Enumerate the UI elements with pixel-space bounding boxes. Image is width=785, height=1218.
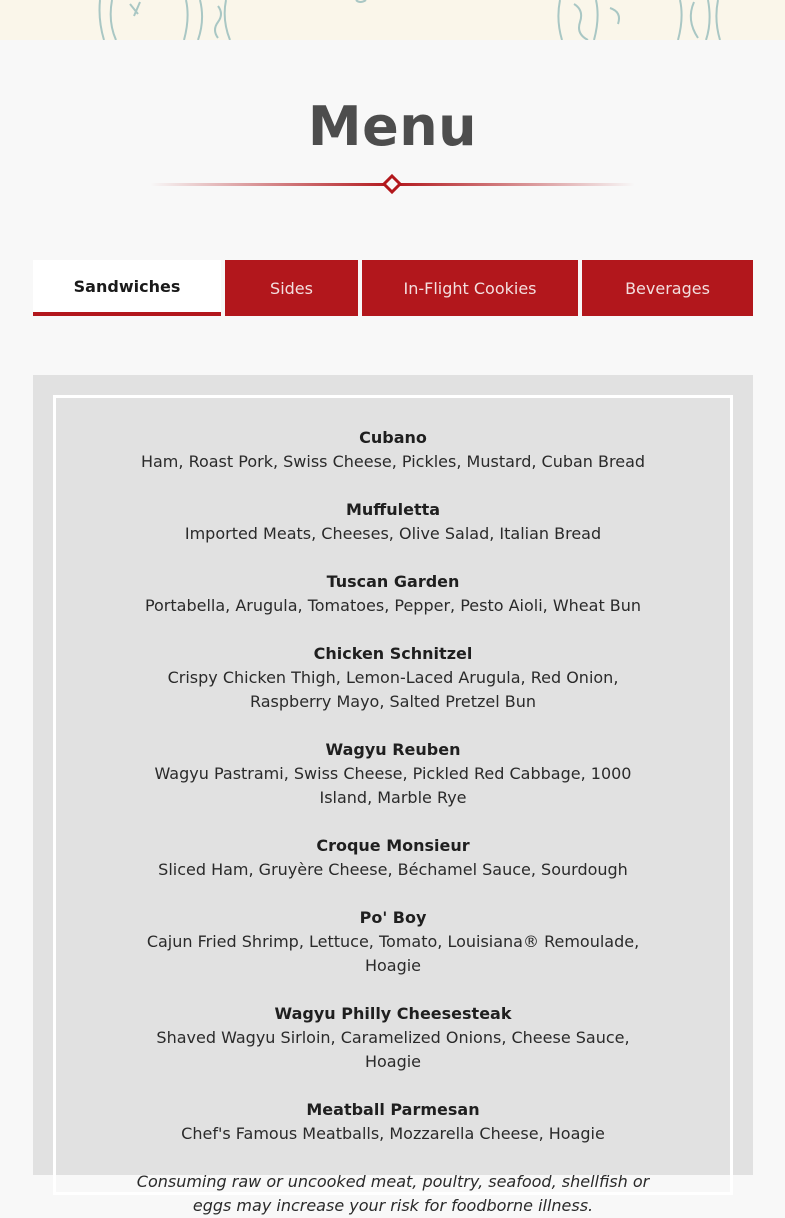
menu-item-list: [56, 426, 730, 1218]
menu-item-description: Crispy Chicken Thigh, Lemon-Laced Arugula, Red Onion, Raspberry Mayo, Salted Pretzel Bun: [167, 668, 619, 711]
menu-item: [133, 834, 653, 882]
menu-item-name: Muffuletta: [345, 500, 441, 519]
menu-item: [133, 570, 653, 618]
menu-item: [133, 906, 653, 978]
menu-item-name: Cubano: [359, 428, 427, 447]
menu-item: [133, 1098, 653, 1146]
menu-item-description: Chef's Famous Meatballs, Mozzarella Cheese, Hoagie: [181, 1124, 605, 1143]
menu-item-name: Wagyu Reuben: [325, 740, 461, 759]
menu-item: [133, 426, 653, 474]
menu-item-description: Wagyu Pastrami, Swiss Cheese, Pickled Red Cabbage, 1000 Island, Marble Rye: [154, 764, 632, 807]
menu-item-description: Ham, Roast Pork, Swiss Cheese, Pickles, Mustard, Cuban Bread: [140, 452, 646, 471]
menu-item-name: Chicken Schnitzel: [313, 644, 473, 663]
menu-tabs: [33, 260, 753, 316]
menu-item-name: Wagyu Philly Cheesesteak: [274, 1004, 512, 1023]
menu-item-description: Portabella, Arugula, Tomatoes, Pepper, Pesto Aioli, Wheat Bun: [144, 596, 642, 615]
header-banner: [0, 0, 785, 40]
tab-sandwiches[interactable]: Sandwiches: [33, 260, 221, 316]
menu-item-name: Po' Boy: [359, 908, 427, 927]
title-divider: [150, 174, 635, 194]
menu-item: [133, 738, 653, 810]
menu-item-description: Imported Meats, Cheeses, Olive Salad, Italian Bread: [184, 524, 602, 543]
decorative-pattern: [0, 0, 785, 40]
menu-item-name: Tuscan Garden: [326, 572, 460, 591]
menu-item-description: Cajun Fried Shrimp, Lettuce, Tomato, Louisiana® Remoulade, Hoagie: [146, 932, 640, 975]
tab-sides[interactable]: Sides: [225, 260, 358, 316]
menu-item-description: Sliced Ham, Gruyère Cheese, Béchamel Sauce, Sourdough: [158, 860, 628, 879]
menu-item-name: Meatball Parmesan: [306, 1100, 480, 1119]
menu-item-name: Croque Monsieur: [316, 836, 470, 855]
tab-beverages[interactable]: Beverages: [582, 260, 753, 316]
page-title: Menu: [307, 95, 478, 158]
menu-item: [133, 498, 653, 546]
menu-item-description: Shaved Wagyu Sirloin, Caramelized Onions, Cheese Sauce, Hoagie: [156, 1028, 630, 1071]
food-safety-disclaimer: Consuming raw or uncooked meat, poultry, seafood, shellfish or eggs may increase your risk for foodborne illness.: [136, 1172, 650, 1215]
menu-panel-frame: [53, 395, 733, 1215]
diamond-icon: [384, 176, 400, 192]
menu-item: [133, 1002, 653, 1074]
menu-item: [133, 642, 653, 714]
menu-panel: [33, 375, 753, 1215]
tab-in-flight-cookies[interactable]: In-Flight Cookies: [362, 260, 578, 316]
